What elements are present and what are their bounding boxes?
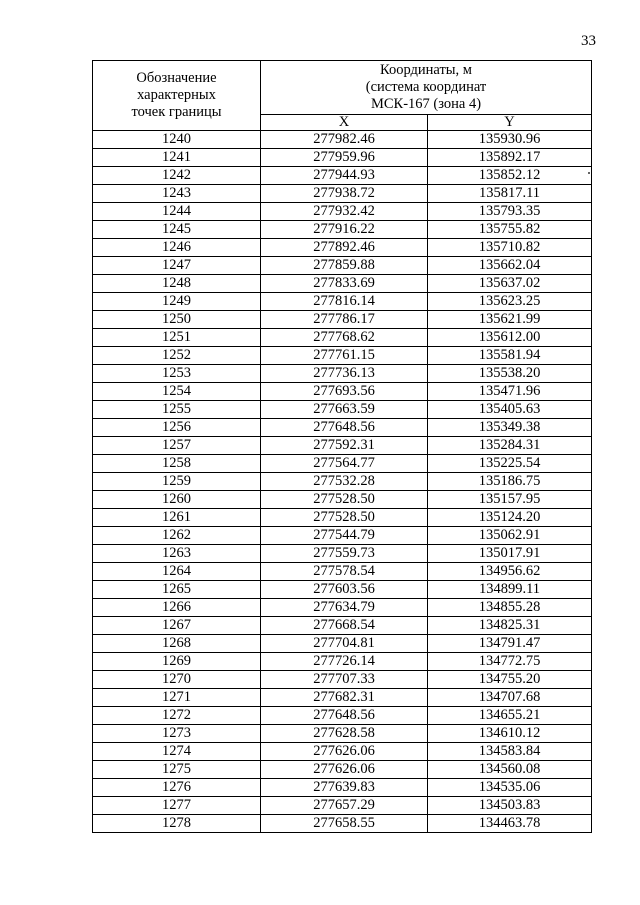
- y-coordinate-cell: 135225.54: [428, 455, 592, 473]
- x-coordinate-cell: 277532.28: [261, 473, 428, 491]
- point-id-cell: 1261: [93, 509, 261, 527]
- x-coordinate-cell: 277648.56: [261, 707, 428, 725]
- table-row: [93, 239, 592, 257]
- y-coordinate-cell: 135538.20: [428, 365, 592, 383]
- x-coordinate-cell: 277693.56: [261, 383, 428, 401]
- y-coordinate-cell: 135892.17: [428, 149, 592, 167]
- y-coordinate-cell: 135284.31: [428, 437, 592, 455]
- point-id-cell: 1244: [93, 203, 261, 221]
- table-body: [93, 131, 592, 833]
- table-row: [93, 527, 592, 545]
- y-coordinate-cell: 134503.83: [428, 797, 592, 815]
- table-row: [93, 149, 592, 167]
- x-coordinate-cell: 277916.22: [261, 221, 428, 239]
- point-header-line: точек границы: [131, 104, 222, 120]
- x-coordinate-cell: 277528.50: [261, 509, 428, 527]
- x-coordinate-cell: 277603.56: [261, 581, 428, 599]
- coords-header-line: (система координат: [365, 79, 487, 95]
- point-id-cell: 1270: [93, 671, 261, 689]
- point-id-cell: 1267: [93, 617, 261, 635]
- point-id-cell: 1246: [93, 239, 261, 257]
- point-id-cell: 1260: [93, 491, 261, 509]
- x-coordinate-cell: 277639.83: [261, 779, 428, 797]
- x-coordinate-cell: 277959.96: [261, 149, 428, 167]
- y-coordinate-cell: 134755.20: [428, 671, 592, 689]
- point-id-cell: 1253: [93, 365, 261, 383]
- point-id-cell: 1272: [93, 707, 261, 725]
- y-coordinate-cell: 134707.68: [428, 689, 592, 707]
- point-id-cell: 1243: [93, 185, 261, 203]
- point-id-cell: 1257: [93, 437, 261, 455]
- y-coordinate-cell: 135017.91: [428, 545, 592, 563]
- point-id-cell: 1259: [93, 473, 261, 491]
- point-id-cell: 1258: [93, 455, 261, 473]
- y-coordinate-cell: 134535.06: [428, 779, 592, 797]
- y-coordinate-cell: 134899.11: [428, 581, 592, 599]
- point-id-cell: 1269: [93, 653, 261, 671]
- y-coordinate-cell: 135471.96: [428, 383, 592, 401]
- coords-header-line: МСК-167 (зона 4): [370, 96, 482, 112]
- table-row: [93, 329, 592, 347]
- x-coordinate-cell: 277648.56: [261, 419, 428, 437]
- y-coordinate-cell: 135124.20: [428, 509, 592, 527]
- point-id-cell: 1250: [93, 311, 261, 329]
- y-coordinate-cell: 134772.75: [428, 653, 592, 671]
- point-id-cell: 1249: [93, 293, 261, 311]
- table-row: [93, 131, 592, 149]
- table-row: [93, 581, 592, 599]
- y-coordinate-cell: 134463.78: [428, 815, 592, 833]
- y-coordinate-cell: 135623.25: [428, 293, 592, 311]
- point-id-cell: 1268: [93, 635, 261, 653]
- x-coordinate-cell: 277768.62: [261, 329, 428, 347]
- y-coordinate-cell: 134560.08: [428, 761, 592, 779]
- x-coordinate-cell: 277704.81: [261, 635, 428, 653]
- y-coordinate-cell: 135621.99: [428, 311, 592, 329]
- point-id-cell: 1271: [93, 689, 261, 707]
- point-id-cell: 1254: [93, 383, 261, 401]
- point-id-cell: 1240: [93, 131, 261, 149]
- x-coordinate-cell: 277833.69: [261, 275, 428, 293]
- y-coordinate-cell: 135186.75: [428, 473, 592, 491]
- point-header-line: характерных: [137, 87, 216, 103]
- point-id-cell: 1256: [93, 419, 261, 437]
- table-row: [93, 437, 592, 455]
- coords-header-line: Координаты, м: [380, 62, 472, 78]
- point-id-cell: 1241: [93, 149, 261, 167]
- x-coordinate-cell: 277544.79: [261, 527, 428, 545]
- x-coordinate-cell: 277668.54: [261, 617, 428, 635]
- y-coordinate-cell: 135157.95: [428, 491, 592, 509]
- y-coordinate-cell: 134825.31: [428, 617, 592, 635]
- x-coordinate-cell: 277707.33: [261, 671, 428, 689]
- point-id-cell: 1247: [93, 257, 261, 275]
- y-coordinate-cell: 134583.84: [428, 743, 592, 761]
- y-coordinate-cell: 134791.47: [428, 635, 592, 653]
- y-coordinate-cell: 135581.94: [428, 347, 592, 365]
- y-coordinate-cell: 134855.28: [428, 599, 592, 617]
- y-coordinate-cell: 135612.00: [428, 329, 592, 347]
- x-coordinate-cell: 277938.72: [261, 185, 428, 203]
- point-id-cell: 1248: [93, 275, 261, 293]
- x-coordinate-cell: 277736.13: [261, 365, 428, 383]
- table-row: [93, 257, 592, 275]
- y-coordinate-cell: 135930.96: [428, 131, 592, 149]
- x-coordinate-cell: 277626.06: [261, 761, 428, 779]
- x-coordinate-cell: 277658.55: [261, 815, 428, 833]
- point-id-cell: 1251: [93, 329, 261, 347]
- table-row: [93, 761, 592, 779]
- table-row: [93, 653, 592, 671]
- y-coordinate-cell: 135710.82: [428, 239, 592, 257]
- x-coordinate-cell: 277816.14: [261, 293, 428, 311]
- table-row: [93, 347, 592, 365]
- y-coordinate-cell: 135852.12: [428, 167, 592, 185]
- point-id-cell: 1263: [93, 545, 261, 563]
- table-row: [93, 401, 592, 419]
- point-id-cell: 1274: [93, 743, 261, 761]
- y-coordinate-cell: 135817.11: [428, 185, 592, 203]
- y-coordinate-cell: 135062.91: [428, 527, 592, 545]
- y-coordinate-cell: 134610.12: [428, 725, 592, 743]
- point-id-cell: 1262: [93, 527, 261, 545]
- table-row: [93, 491, 592, 509]
- table-row: [93, 635, 592, 653]
- point-id-cell: 1266: [93, 599, 261, 617]
- y-coordinate-cell: 135662.04: [428, 257, 592, 275]
- table-row: [93, 455, 592, 473]
- table-row: [93, 671, 592, 689]
- point-id-cell: 1278: [93, 815, 261, 833]
- point-header-line: Обозначение: [136, 70, 217, 86]
- point-id-cell: 1252: [93, 347, 261, 365]
- table-row: [93, 617, 592, 635]
- point-id-cell: 1277: [93, 797, 261, 815]
- point-id-cell: 1264: [93, 563, 261, 581]
- table-header: [93, 61, 592, 131]
- point-id-cell: 1255: [93, 401, 261, 419]
- table-row: [93, 311, 592, 329]
- table-row: [93, 293, 592, 311]
- table-row: [93, 203, 592, 221]
- point-id-cell: 1265: [93, 581, 261, 599]
- table-row: [93, 419, 592, 437]
- y-coordinate-cell: 134655.21: [428, 707, 592, 725]
- y-coordinate-cell: 135793.35: [428, 203, 592, 221]
- table-row: [93, 599, 592, 617]
- table-row: [93, 185, 592, 203]
- table-row: [93, 473, 592, 491]
- x-coordinate-cell: 277564.77: [261, 455, 428, 473]
- x-coordinate-cell: 277859.88: [261, 257, 428, 275]
- table-row: [93, 797, 592, 815]
- table-row: [93, 365, 592, 383]
- x-coordinate-cell: 277726.14: [261, 653, 428, 671]
- table-row: [93, 743, 592, 761]
- x-coordinate-cell: 277944.93: [261, 167, 428, 185]
- y-coordinate-cell: 135405.63: [428, 401, 592, 419]
- y-column-header: Y: [428, 115, 592, 131]
- table-row: [93, 545, 592, 563]
- table-row: [93, 779, 592, 797]
- x-coordinate-cell: 277892.46: [261, 239, 428, 257]
- table-row: [93, 509, 592, 527]
- table-row: [93, 383, 592, 401]
- x-coordinate-cell: 277932.42: [261, 203, 428, 221]
- x-coordinate-cell: 277786.17: [261, 311, 428, 329]
- x-coordinate-cell: 277528.50: [261, 491, 428, 509]
- x-coordinate-cell: 277663.59: [261, 401, 428, 419]
- table-row: [93, 563, 592, 581]
- point-id-cell: 1242: [93, 167, 261, 185]
- table-row: [93, 707, 592, 725]
- point-id-cell: 1276: [93, 779, 261, 797]
- table-row: [93, 221, 592, 239]
- x-column-header: X: [261, 115, 428, 131]
- table-row: [93, 689, 592, 707]
- point-id-cell: 1245: [93, 221, 261, 239]
- y-coordinate-cell: 135349.38: [428, 419, 592, 437]
- coordinates-table: [92, 60, 592, 833]
- y-coordinate-cell: 135755.82: [428, 221, 592, 239]
- y-coordinate-cell: 134956.62: [428, 563, 592, 581]
- table-row: [93, 167, 592, 185]
- point-id-cell: 1273: [93, 725, 261, 743]
- x-coordinate-cell: 277626.06: [261, 743, 428, 761]
- table-row: [93, 275, 592, 293]
- y-coordinate-cell: 135637.02: [428, 275, 592, 293]
- x-coordinate-cell: 277578.54: [261, 563, 428, 581]
- x-coordinate-cell: 277559.73: [261, 545, 428, 563]
- point-id-cell: 1275: [93, 761, 261, 779]
- x-coordinate-cell: 277628.58: [261, 725, 428, 743]
- coordinates-header: [261, 61, 592, 115]
- x-coordinate-cell: 277761.15: [261, 347, 428, 365]
- x-coordinate-cell: 277982.46: [261, 131, 428, 149]
- x-coordinate-cell: 277682.31: [261, 689, 428, 707]
- point-designation-header: [93, 61, 261, 131]
- x-coordinate-cell: 277634.79: [261, 599, 428, 617]
- table-row: [93, 725, 592, 743]
- x-coordinate-cell: 277592.31: [261, 437, 428, 455]
- table-row: [93, 815, 592, 833]
- x-coordinate-cell: 277657.29: [261, 797, 428, 815]
- page-number: 33: [581, 33, 596, 49]
